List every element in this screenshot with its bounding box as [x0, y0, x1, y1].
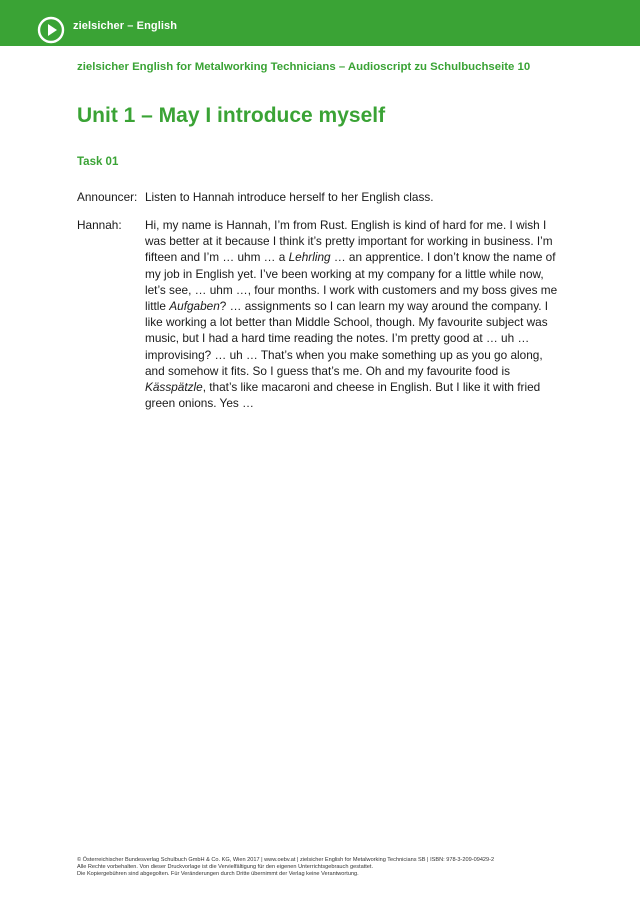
- text-segment-italic: Lehrling: [288, 250, 331, 265]
- task-label: Task 01: [77, 156, 119, 168]
- speaker-label: Announcer:: [77, 190, 138, 204]
- text-segment: , that’s like macaroni and cheese in English. But I like it with fried green onions. Yes …: [145, 380, 541, 411]
- footer-rights: Alle Rechte vorbehalten. Von dieser Druckvorlage ist die Vervielfältigung für den eigenen Unterrichtsgebrauch gestattet.: [77, 864, 374, 870]
- page-footer: [77, 857, 597, 878]
- text-segment: Listen to Hannah introduce herself to her English class.: [145, 190, 434, 204]
- text-segment-italic: Aufgaben: [169, 299, 220, 314]
- unit-title: Unit 1 – May I introduce myself: [77, 104, 386, 127]
- play-icon: [36, 15, 66, 45]
- text-segment: … an apprentice. I don’t know the name of my job in English yet. I’ve been working at my company for a little while now, let’s see, … uhm …, four months. I work with customers and my boss gives me little: [145, 250, 558, 314]
- dialogue-text: [145, 217, 563, 411]
- footer-disclaimer: Die Kopiergebühren sind abgegolten. Für Veränderungen durch Dritte übernimmt der Verlag keine Verantwortung.: [77, 871, 359, 877]
- speaker-label: Hannah:: [77, 218, 122, 232]
- text-segment: Hi, my name is Hannah, I’m from Rust. English is kind of hard for me. I wish I was better at it because I think it’s pretty important for working in business. I’m fifteen and I’m … uhm … a: [145, 218, 553, 265]
- dialogue-text: [145, 189, 563, 205]
- page-subtitle: zielsicher English for Metalworking Technicians – Audioscript zu Schulbuchseite 10: [77, 61, 531, 73]
- text-segment: ? … assignments so I can learn my way around the company. I like working a lot better than Middle School, though. My favourite subject was music, but I had a hard time reading the notes. I’m pretty good at … uh … improvising? … uh … That’s when you make something up as you go along, and somehow it fits. So I guess that’s me. Oh and my favourite food is: [145, 299, 549, 378]
- footer-copyright: © Österreichischer Bundesverlag Schulbuch GmbH & Co. KG, Wien 2017 | www.oebv.at | zielsicher English for Metalworking Technicians SB | ISBN: 978-3-209-09429-2: [77, 857, 495, 863]
- banner-dotted-edge: [0, 40, 640, 48]
- brand-name: zielsicher – English: [73, 20, 178, 32]
- text-segment-italic: Kässpätzle: [145, 380, 203, 395]
